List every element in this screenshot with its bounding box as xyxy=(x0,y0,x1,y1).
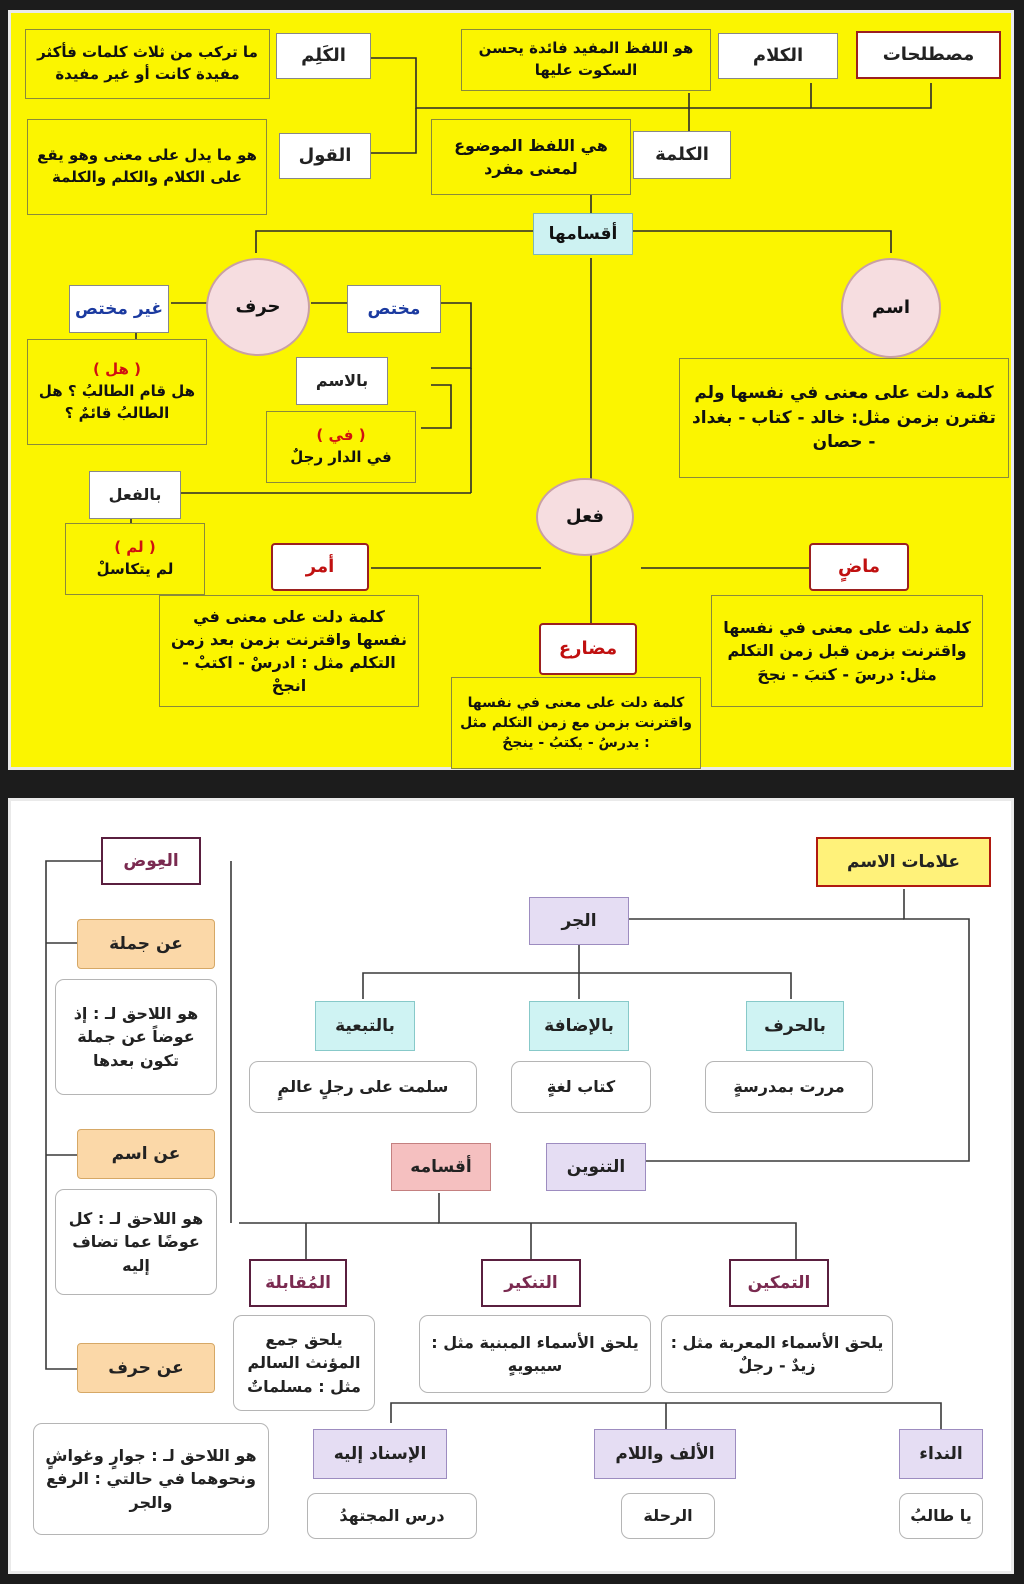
qawl-term: القول xyxy=(279,133,371,179)
amr-definition: كلمة دلت على معنى في نفسها واقترنت بزمن بعد زمن التكلم مثل : ادرسْ - اكتبْ - انجحْ xyxy=(159,595,419,707)
fil-circle: فعل xyxy=(536,478,634,556)
iwad-node: العِوض xyxy=(101,837,201,885)
alif-lam-example: الرحلة xyxy=(621,1493,715,1539)
bil-harf-example: مررت بمدرسةٍ xyxy=(705,1061,873,1113)
bil-tabia-node: بالتبعية xyxy=(315,1001,415,1051)
kalima-definition: هي اللفظ الموضوع لمعنى مفرد xyxy=(431,119,631,195)
mudari-definition: كلمة دلت على معنى في نفسها واقترنت بزمن مع زمن التكلم مثل : يدرسُ - يكتبُ - ينجحُ xyxy=(451,677,701,769)
an-jumla-definition: هو اللاحق لـ : إذ عوضاً عن جملة تكون بعدها xyxy=(55,979,217,1095)
tankir-node: التنكير xyxy=(481,1259,581,1307)
hal-example-box xyxy=(27,339,207,445)
an-harf-definition: هو اللاحق لـ : جوارٍ وغواشٍ ونحوهما في حالتي : الرفع والجر xyxy=(33,1423,269,1535)
fi-example-box xyxy=(266,411,416,483)
an-ism-node: عن اسم xyxy=(77,1129,215,1179)
tanwin-node: التنوين xyxy=(546,1143,646,1191)
alif-lam-node: الألف واللام xyxy=(594,1429,736,1479)
kalim-term: الكَلِم xyxy=(276,33,371,79)
hal-mark: ( هل ) xyxy=(93,360,141,379)
bil-idafa-example: كتاب لغةٍ xyxy=(511,1061,651,1113)
harf-circle: حرف xyxy=(206,258,310,356)
nida-node: النداء xyxy=(899,1429,983,1479)
tamkin-node: التمكين xyxy=(729,1259,829,1307)
kalam-term: الكلام xyxy=(718,33,838,79)
bil-tabia-example: سلمت على رجلٍ عالمٍ xyxy=(249,1061,477,1113)
panel-noun-signs xyxy=(8,798,1014,1574)
madi-node: ماضٍ xyxy=(809,543,909,591)
bil-idafa-node: بالإضافة xyxy=(529,1001,629,1051)
nida-example: يا طالبُ xyxy=(899,1493,983,1539)
kalam-definition: هو اللفظ المفيد فائدة يحسن السكوت عليها xyxy=(461,29,711,91)
qawl-definition: هو ما يدل على معنى وهو يقع على الكلام والكلم والكلمة xyxy=(27,119,267,215)
kalim-definition: ما تركب من ثلاث كلمات فأكثر مفيدة كانت أو غير مفيدة xyxy=(25,29,270,99)
hal-example: هل قام الطالبُ ؟ هل الطالبُ قائمٌ ؟ xyxy=(38,382,196,422)
lam-example-box xyxy=(65,523,205,595)
tamkin-definition: يلحق الأسماء المعربة مثل : زيدٌ - رجلٌ xyxy=(661,1315,893,1393)
an-ism-definition: هو اللاحق لـ : كل عوضًا عما تضاف إليه xyxy=(55,1189,217,1295)
terms-header: مصطلحات xyxy=(856,31,1001,79)
fi-example: في الدار رجلٌ xyxy=(290,448,392,466)
ghayr-mukhtass-node: غير مختص xyxy=(69,285,169,333)
madi-definition: كلمة دلت على معنى في نفسها واقترنت بزمن قبل زمن التكلم مثل: درسَ - كتبَ - نجحَ xyxy=(711,595,983,707)
jarr-node: الجر xyxy=(529,897,629,945)
bil-harf-node: بالحرف xyxy=(746,1001,844,1051)
lam-mark: ( لم ) xyxy=(114,538,156,557)
mukhtass-node: مختص xyxy=(347,285,441,333)
bil-ism-node: بالاسم xyxy=(296,357,388,405)
an-jumla-node: عن جملة xyxy=(77,919,215,969)
an-harf-node: عن حرف xyxy=(77,1343,215,1393)
panel-terms xyxy=(8,10,1014,770)
ism-definition: كلمة دلت على معنى في نفسها ولم تقترن بزمن مثل: خالد - كتاب - بغداد - حصان xyxy=(679,358,1009,478)
muqabala-node: المُقابلة xyxy=(249,1259,347,1307)
amr-node: أمر xyxy=(271,543,369,591)
noun-signs-header: علامات الاسم xyxy=(816,837,991,887)
kalima-term: الكلمة xyxy=(633,131,731,179)
isnad-node: الإسناد إليه xyxy=(313,1429,447,1479)
fi-mark: ( في ) xyxy=(316,426,366,445)
lam-example: لم يتكاسلْ xyxy=(96,560,174,578)
tankir-definition: يلحق الأسماء المبنية مثل : سيبويهٍ xyxy=(419,1315,651,1393)
aqsamuha-node: أقسامها xyxy=(533,213,633,255)
isnad-example: درس المجتهدُ xyxy=(307,1493,477,1539)
muqabala-definition: يلحق جمع المؤنث السالم مثل : مسلماتٌ xyxy=(233,1315,375,1411)
aqsamuh-node: أقسامه xyxy=(391,1143,491,1191)
ism-circle: اسم xyxy=(841,258,941,358)
mudari-node: مضارع xyxy=(539,623,637,675)
bil-fil-node: بالفعل xyxy=(89,471,181,519)
